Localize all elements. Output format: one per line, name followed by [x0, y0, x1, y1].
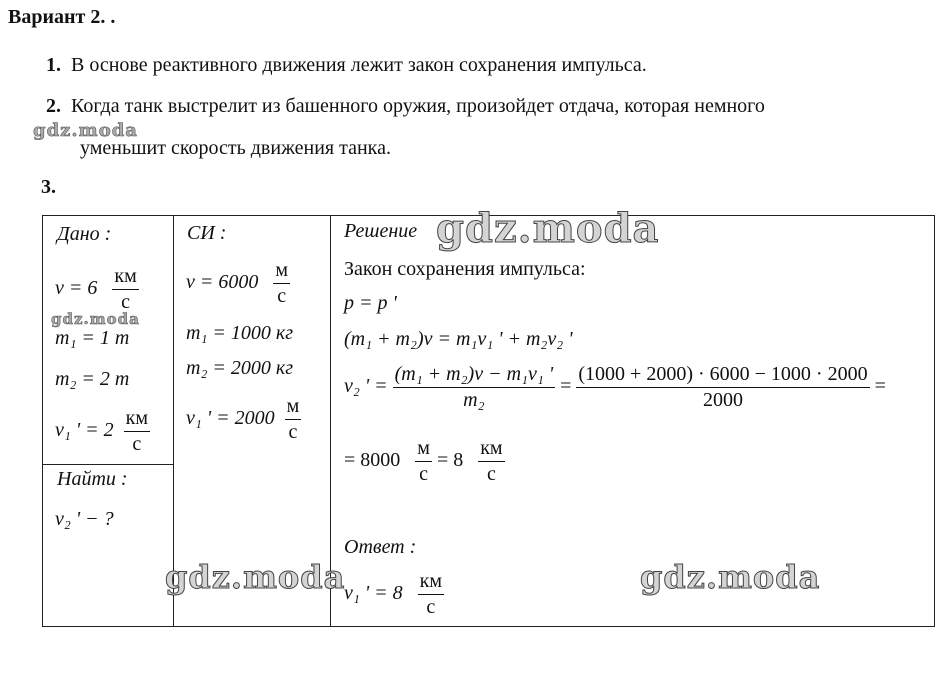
unit-denominator: с: [277, 285, 287, 307]
unit-numerator: м: [415, 438, 432, 462]
given-m2: m₂ = 2 т: [55, 368, 130, 390]
watermark-logo: gdz.moda: [51, 310, 140, 328]
eq4-unit-1: [415, 438, 432, 485]
item-1: [46, 54, 647, 77]
equals-sign: =: [874, 375, 886, 398]
law-statement: Закон сохранения импульса:: [344, 258, 586, 280]
given-v-unit: [112, 266, 138, 313]
item-2-text-line-2: уменьшит скорость движения танка.: [80, 137, 391, 159]
si-header: СИ :: [187, 222, 227, 244]
find-header: Найти :: [57, 468, 128, 490]
given-m1: m₁ = 1 т: [55, 327, 130, 349]
si-v: [186, 260, 290, 307]
find-value: v₂ ' − ?: [55, 508, 114, 530]
watermark-logo: gdz.moda: [436, 205, 660, 252]
equation-1: p = p ': [344, 292, 397, 314]
unit-numerator: км: [478, 438, 504, 462]
item-2-line-1: [46, 95, 936, 118]
fraction-numerator: (m₁ + m₂)v − m₁v₁ ': [393, 364, 556, 388]
unit-denominator: с: [288, 421, 298, 443]
eq3-lhs: v₂ ' =: [344, 375, 388, 398]
answer-value: [344, 571, 444, 618]
si-v-value: v = 6000: [186, 271, 259, 294]
unit-denominator: с: [486, 463, 496, 485]
solution-header: Решение: [344, 220, 418, 242]
unit-numerator: м: [273, 260, 290, 284]
given-v1-value: v₁ ' = 2: [55, 419, 114, 442]
si-v1-unit: [285, 396, 302, 443]
unit-numerator: м: [285, 396, 302, 420]
unit-denominator: с: [426, 596, 436, 618]
given-find-divider: [43, 464, 173, 465]
item-2-number: 2.: [46, 95, 61, 117]
watermark-logo: gdz.moda: [33, 120, 138, 141]
equation-2: (m₁ + m₂)v = m₁v₁ ' + m₂v₂ ': [344, 328, 573, 350]
fraction-numerator: (1000 + 2000) · 6000 − 1000 · 2000: [576, 364, 869, 388]
answer-header: Ответ :: [344, 536, 417, 558]
given-v1: [55, 408, 150, 455]
si-m1: m₁ = 1000 кг: [186, 322, 294, 344]
given-header: Дано :: [57, 223, 112, 245]
item-1-text: В основе реактивного движения лежит закон сохранения импульса.: [71, 54, 647, 76]
equation-3: [344, 364, 886, 411]
item-3-number: 3.: [41, 176, 56, 198]
unit-numerator: км: [418, 571, 444, 595]
unit-numerator: км: [112, 266, 138, 290]
eq3-fraction-symbolic: [393, 364, 556, 411]
answer-unit: [418, 571, 444, 618]
eq4-value: = 8000: [344, 449, 401, 472]
watermark-logo: gdz.moda: [640, 558, 821, 596]
item-2-text-line-1: Когда танк выстрелит из башенного оружия, произойдет отдача, которая немного: [71, 95, 765, 117]
equals-sign: =: [560, 375, 572, 398]
watermark-logo: gdz.moda: [165, 558, 346, 596]
given-v1-unit: [124, 408, 150, 455]
unit-denominator: с: [419, 463, 429, 485]
si-v1: [186, 396, 301, 443]
given-v: [55, 266, 139, 313]
item-1-number: 1.: [46, 54, 61, 76]
equation-4: [344, 438, 505, 485]
answer-expression: v₁ ' = 8: [344, 582, 403, 605]
unit-denominator: с: [121, 291, 130, 313]
si-m2: m₂ = 2000 кг: [186, 357, 294, 379]
eq4-converted: = 8: [436, 449, 464, 472]
eq3-fraction-numeric: [576, 364, 869, 411]
given-v-value: v = 6: [55, 277, 98, 300]
eq4-unit-2: [478, 438, 504, 485]
variant-title: Вариант 2. .: [8, 6, 116, 28]
si-v-unit: [273, 260, 290, 307]
si-v1-value: v₁ ' = 2000: [186, 407, 275, 430]
fraction-denominator: m₂: [463, 389, 485, 411]
unit-denominator: с: [132, 433, 142, 455]
unit-numerator: км: [124, 408, 150, 432]
fraction-denominator: 2000: [702, 389, 743, 411]
